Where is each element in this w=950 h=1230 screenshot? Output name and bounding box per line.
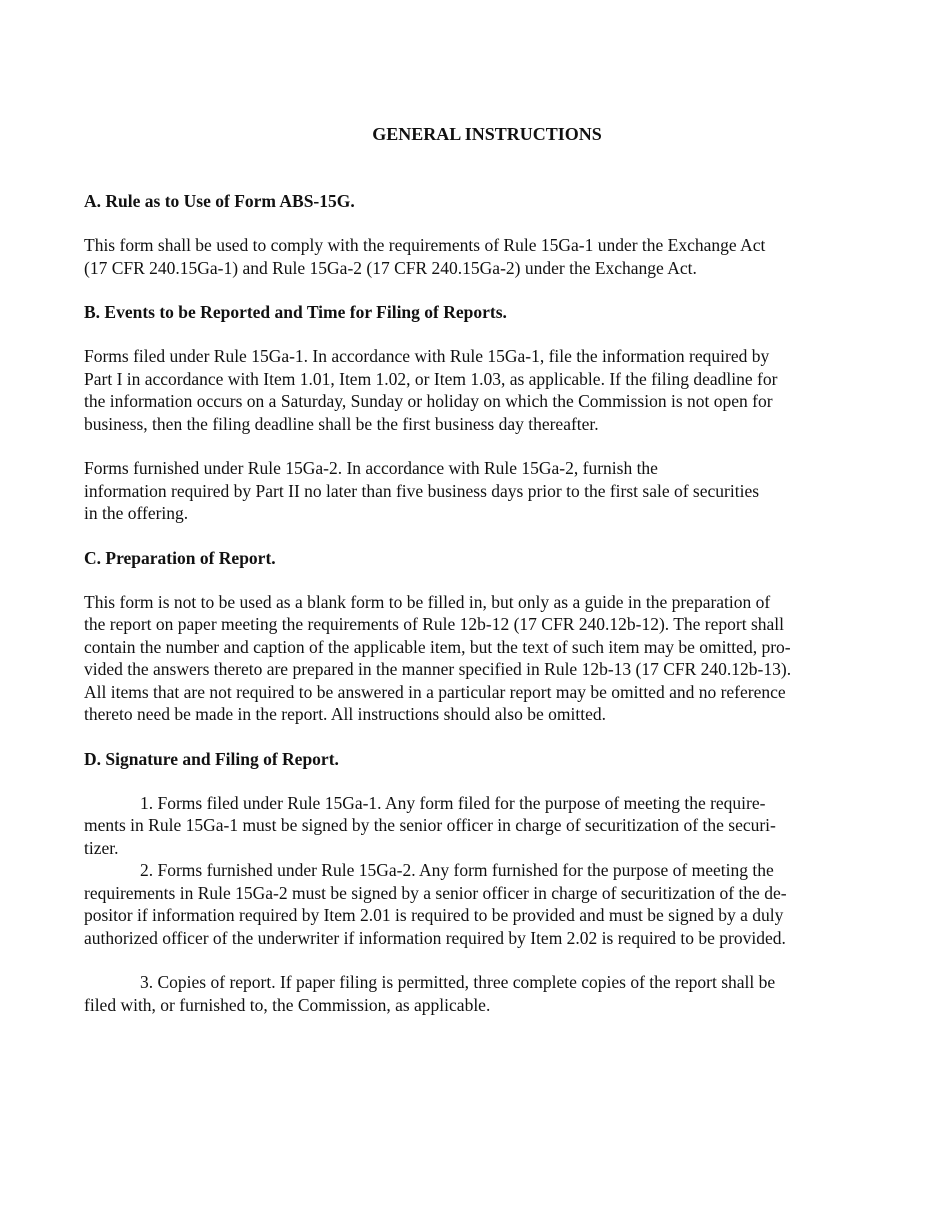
section-c-paragraph <box>84 591 854 726</box>
section-d-item-2 <box>84 859 854 949</box>
section-d-item-3 <box>84 971 854 1016</box>
paragraph-line: thereto need be made in the report. All instructions should also be omitted. <box>84 704 606 724</box>
paragraph-line: This form shall be used to comply with the requirements of Rule 15Ga-1 under the Exchange Act <box>84 235 766 255</box>
paragraph-line: the report on paper meeting the requirements of Rule 12b-12 (17 CFR 240.12b-12). The report shall <box>84 614 784 634</box>
paragraph-line: filed with, or furnished to, the Commission, as applicable. <box>84 994 491 1015</box>
paragraph-line: the information occurs on a Saturday, Sunday or holiday on which the Commission is not open for <box>84 391 773 411</box>
paragraph-line: requirements in Rule 15Ga-2 must be signed by a senior officer in charge of securitization of the de- <box>84 882 787 903</box>
paragraph-line: All items that are not required to be answered in a particular report may be omitted and no reference <box>84 681 786 702</box>
section-d-item-1 <box>84 792 854 860</box>
paragraph-line: Forms furnished under Rule 15Ga-2. In accordance with Rule 15Ga-2, furnish the <box>84 458 658 478</box>
section-b-paragraph-2 <box>84 457 854 525</box>
paragraph-line: information required by Part II no later than five business days prior to the first sale of securities <box>84 480 760 501</box>
paragraph-line: positor if information required by Item 2.01 is required to be provided and must be signed by a duly <box>84 905 784 925</box>
section-b-heading: B. Events to be Reported and Time for Filing of Reports. <box>84 302 507 322</box>
paragraph-line: 1. Forms filed under Rule 15Ga-1. Any form filed for the purpose of meeting the require- <box>140 792 766 813</box>
paragraph-line: 2. Forms furnished under Rule 15Ga-2. Any form furnished for the purpose of meeting the <box>140 860 774 880</box>
section-a-heading: A. Rule as to Use of Form ABS-15G. <box>84 191 355 211</box>
section-b-paragraph-1 <box>84 345 854 435</box>
section-c-heading: C. Preparation of Report. <box>84 547 276 568</box>
paragraph-line: authorized officer of the underwriter if information required by Item 2.02 is required to be provided. <box>84 927 786 948</box>
section-d-heading: D. Signature and Filing of Report. <box>84 748 339 769</box>
paragraph-line: ments in Rule 15Ga-1 must be signed by the senior officer in charge of securitization of the securi- <box>84 815 776 835</box>
paragraph-line: vided the answers thereto are prepared in the manner specified in Rule 12b-13 (17 CFR 240.12b-13). <box>84 659 792 679</box>
page-title: GENERAL INSTRUCTIONS <box>372 124 602 144</box>
paragraph-line: (17 CFR 240.15Ga-1) and Rule 15Ga-2 (17 CFR 240.15Ga-2) under the Exchange Act. <box>84 257 697 278</box>
document-page <box>84 122 854 1016</box>
section-a-paragraph <box>84 234 854 279</box>
paragraph-line: Part I in accordance with Item 1.01, Item 1.02, or Item 1.03, as applicable. If the filing deadline for <box>84 368 778 389</box>
paragraph-line: in the offering. <box>84 503 189 523</box>
paragraph-line: This form is not to be used as a blank form to be filled in, but only as a guide in the preparation of <box>84 591 771 612</box>
paragraph-line: contain the number and caption of the applicable item, but the text of such item may be omitted, pro- <box>84 636 791 657</box>
paragraph-line: 3. Copies of report. If paper filing is permitted, three complete copies of the report shall be <box>140 972 776 992</box>
paragraph-line: Forms filed under Rule 15Ga-1. In accordance with Rule 15Ga-1, file the information required by <box>84 346 770 366</box>
paragraph-line: tizer. <box>84 837 119 858</box>
paragraph-line: business, then the filing deadline shall be the first business day thereafter. <box>84 413 599 434</box>
